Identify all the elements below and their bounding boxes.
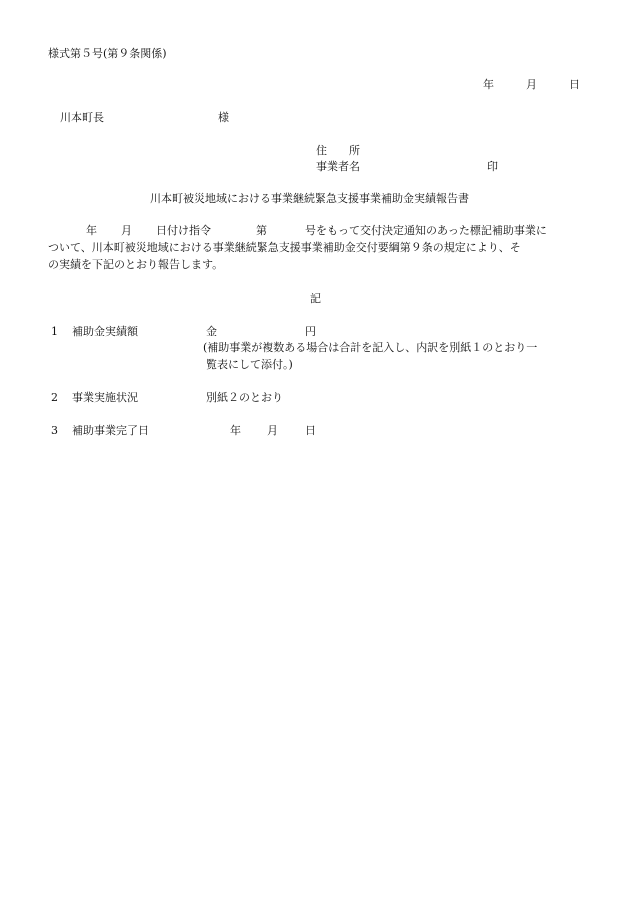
item-3-number: 3 [51,424,58,437]
date-month: 月 [526,78,537,91]
item-1-value-suffix: 円 [305,325,316,338]
item-1-label: 補助金実績額 [72,325,138,338]
ki-heading: 記 [310,292,321,305]
item-3-day: 日 [305,424,316,437]
item-3-year: 年 [230,424,241,437]
seal-mark: 印 [487,160,498,173]
item-1-note-line1: (補助事業が複数ある場合は合計を記入し、内訳を別紙１のとおり一 [203,341,538,354]
item-2-label: 事業実施状況 [72,391,138,404]
item-1-number: 1 [51,325,58,338]
body-month: 月 [121,224,132,237]
item-1-value-prefix: 金 [206,325,217,338]
document-title: 川本町被災地域における事業継続緊急支援事業補助金実績報告書 [150,192,469,205]
date-day: 日 [569,78,580,91]
body-date-designation: 日付け指令 [156,224,211,237]
body-line3: の実績を下記のとおり報告します。 [48,258,224,271]
item-2-number: 2 [51,391,58,404]
date-year: 年 [483,78,494,91]
body-line1-rest: 号をもって交付決定通知のあった標記補助事業に [305,224,547,237]
body-line2: ついて、川本町被災地域における事業継続緊急支援事業補助金交付要綱第９条の規定により、そ [48,241,521,254]
address-label: 住 所 [316,144,360,157]
item-3-month: 月 [267,424,278,437]
body-number-prefix: 第 [256,224,267,237]
addressee-honorific: 様 [218,111,229,124]
addressee-name: 川本町長 [60,111,104,124]
body-year: 年 [86,224,97,237]
business-name-label: 事業者名 [316,160,360,173]
item-2-value: 別紙２のとおり [206,391,283,404]
item-3-label: 補助事業完了日 [72,424,149,437]
item-1-note-line2: 覧表にして添付。) [206,358,293,371]
form-label: 様式第５号(第９条関係) [48,47,167,60]
